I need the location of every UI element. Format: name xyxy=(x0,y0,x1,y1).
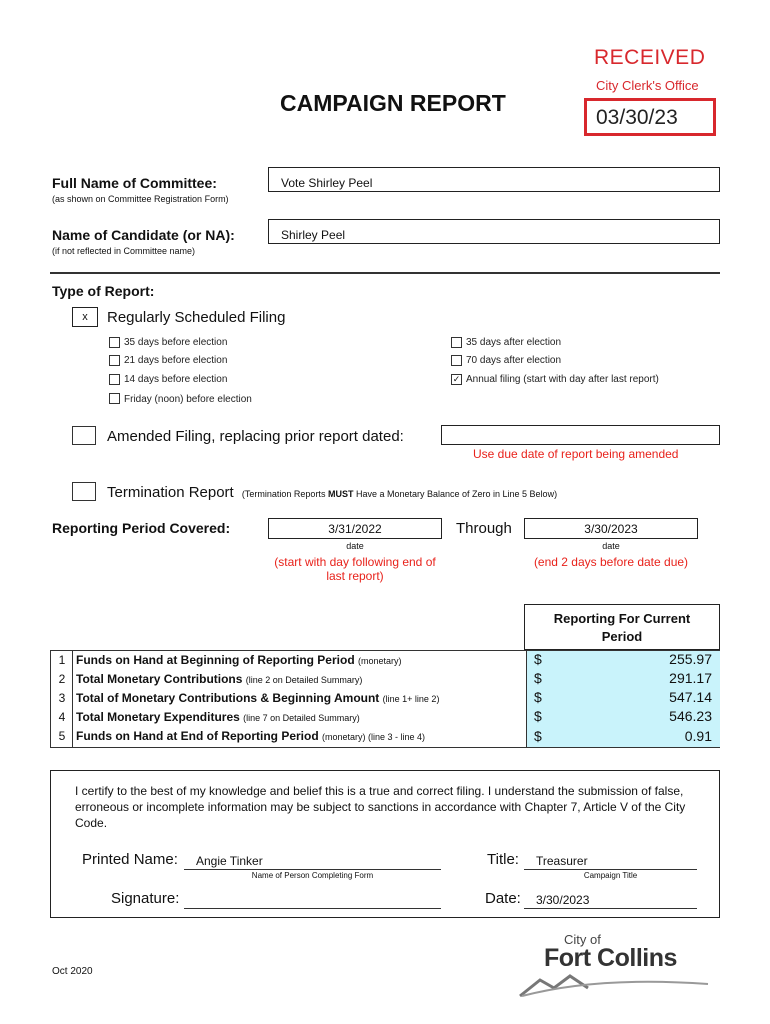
amount-row-3[interactable] xyxy=(526,688,718,707)
option-35-before-checkbox[interactable] xyxy=(109,337,120,348)
committee-name-field[interactable] xyxy=(268,167,720,192)
summary-row-4 xyxy=(50,708,524,727)
row-label xyxy=(76,708,360,728)
row-number: 1 xyxy=(58,653,66,667)
period-start-hint: (start with day following end of last report) xyxy=(274,555,436,583)
row-note: (line 7 on Detailed Summary) xyxy=(243,713,360,723)
summary-column-header-text: Reporting For Current Period xyxy=(553,611,691,644)
currency-symbol: $ xyxy=(534,708,542,724)
currency-symbol: $ xyxy=(534,728,542,744)
regular-filing-label: Regularly Scheduled Filing xyxy=(107,309,286,326)
amount-row-5[interactable] xyxy=(526,727,718,746)
printed-name-field[interactable] xyxy=(184,852,441,870)
stamp-office-text: City Clerk's Office xyxy=(596,78,699,93)
period-start-caption: date xyxy=(346,541,364,551)
title-label: Title: xyxy=(487,851,519,868)
currency-symbol: $ xyxy=(534,651,542,667)
title-caption: Campaign Title xyxy=(583,871,638,880)
period-end-caption: date xyxy=(602,541,620,551)
signature-label: Signature: xyxy=(111,890,180,907)
termination-title: Termination Report xyxy=(107,484,234,501)
period-start-value: 3/31/2022 xyxy=(328,522,382,536)
row-note: (line 1+ line 2) xyxy=(382,694,440,704)
row-number: 5 xyxy=(58,729,66,743)
amount-value: 291.17 xyxy=(669,670,712,686)
period-end-hint: (end 2 days before date due) xyxy=(533,555,689,569)
termination-note-bold: MUST xyxy=(327,489,354,499)
row-label-text: Total of Monetary Contributions & Beginning Amount xyxy=(76,691,380,705)
period-end-field[interactable] xyxy=(524,518,698,539)
amount-row-1[interactable] xyxy=(526,650,718,669)
section-divider xyxy=(50,272,720,274)
row-note: (line 2 on Detailed Summary) xyxy=(245,675,363,685)
amended-hint: Use due date of report being amended xyxy=(473,447,679,461)
fort-collins-logo xyxy=(518,930,718,1000)
summary-row-1 xyxy=(50,651,524,670)
amount-value: 0.91 xyxy=(684,728,712,744)
termination-note-suffix: Have a Monetary Balance of Zero in Line 5 Below) xyxy=(353,489,558,499)
period-start-field[interactable] xyxy=(268,518,442,539)
summary-row-3 xyxy=(50,689,524,708)
row-label xyxy=(76,727,425,747)
committee-name-value: Vote Shirley Peel xyxy=(281,176,373,190)
received-stamp xyxy=(578,42,728,142)
amended-filing-checkbox[interactable] xyxy=(72,426,96,445)
title-field[interactable] xyxy=(524,852,697,870)
row-label xyxy=(76,670,362,690)
date-value: 3/30/2023 xyxy=(536,893,590,907)
regular-filing-checkbox[interactable] xyxy=(72,307,98,327)
date-field[interactable] xyxy=(524,891,697,909)
stamp-received-text: RECEIVED xyxy=(594,46,706,69)
title-value: Treasurer xyxy=(536,854,588,868)
annual-check-mark: ✓ xyxy=(452,374,461,384)
option-friday-checkbox[interactable] xyxy=(109,393,120,404)
committee-note: (as shown on Committee Registration Form) xyxy=(52,194,229,204)
amount-value: 255.97 xyxy=(669,651,712,667)
stamp-date: 03/30/23 xyxy=(596,106,678,129)
termination-note-prefix: (Termination Reports xyxy=(241,489,328,499)
printed-name-caption: Name of Person Completing Form xyxy=(251,871,374,880)
option-friday-label: Friday (noon) before election xyxy=(124,394,252,405)
candidate-label: Name of Candidate (or NA): xyxy=(52,227,235,243)
termination-note xyxy=(242,489,557,499)
candidate-note: (if not reflected in Committee name) xyxy=(52,246,196,256)
row-label xyxy=(76,651,402,671)
period-through-label: Through xyxy=(456,520,512,537)
row-label-text: Funds on Hand at End of Reporting Period xyxy=(76,729,319,743)
amended-date-field[interactable] xyxy=(441,425,720,445)
certification-text: I certify to the best of my knowledge and belief this is a true and correct filing. I understand the submission of false, erroneous or incomplete information may be subject to sanctions in accordance with Chapter 7, Article V of the City Code. xyxy=(75,784,686,830)
row-number: 2 xyxy=(58,672,66,686)
type-of-report-label: Type of Report: xyxy=(52,283,155,299)
summary-row-5 xyxy=(50,727,524,746)
candidate-name-field[interactable] xyxy=(268,219,720,244)
option-14-before-label: 14 days before election xyxy=(124,374,228,385)
option-14-before-checkbox[interactable] xyxy=(109,374,120,385)
date-label: Date: xyxy=(485,890,521,907)
option-70-after-checkbox[interactable] xyxy=(451,355,462,366)
option-21-before-checkbox[interactable] xyxy=(109,355,120,366)
option-21-before-label: 21 days before election xyxy=(124,355,228,366)
printed-name-value: Angie Tinker xyxy=(196,854,263,868)
logo-city-of: City of xyxy=(564,932,601,947)
summary-row-2 xyxy=(50,670,524,689)
logo-fort-collins: Fort Collins xyxy=(544,944,677,972)
committee-label: Full Name of Committee: xyxy=(52,175,217,191)
candidate-name-value: Shirley Peel xyxy=(281,228,346,242)
regular-filing-mark: x xyxy=(82,311,88,323)
amount-value: 547.14 xyxy=(669,689,712,705)
option-annual-checkbox[interactable] xyxy=(451,374,462,385)
reporting-period-label: Reporting Period Covered: xyxy=(52,520,231,536)
termination-label xyxy=(107,484,557,501)
printed-name-label: Printed Name: xyxy=(82,851,178,868)
row-label-text: Total Monetary Expenditures xyxy=(76,710,240,724)
amended-filing-label: Amended Filing, replacing prior report dated: xyxy=(107,428,404,445)
signature-field[interactable] xyxy=(184,891,441,909)
form-version: Oct 2020 xyxy=(52,966,93,977)
amount-row-2[interactable] xyxy=(526,669,718,688)
row-note: (monetary) (line 3 - line 4) xyxy=(322,732,426,742)
option-annual-label: Annual filing (start with day after last report) xyxy=(466,374,659,385)
currency-symbol: $ xyxy=(534,689,542,705)
row-label-text: Total Monetary Contributions xyxy=(76,672,243,686)
option-35-after-checkbox[interactable] xyxy=(451,337,462,348)
row-number: 3 xyxy=(58,691,66,705)
row-note: (monetary) xyxy=(358,656,402,666)
termination-checkbox[interactable] xyxy=(72,482,96,501)
summary-column-header xyxy=(524,604,720,650)
amount-value: 546.23 xyxy=(669,708,712,724)
option-35-after-label: 35 days after election xyxy=(466,337,562,348)
row-number: 4 xyxy=(58,710,66,724)
option-70-after-label: 70 days after election xyxy=(466,355,562,366)
amount-row-4[interactable] xyxy=(526,707,718,726)
page-title: CAMPAIGN REPORT xyxy=(280,90,506,116)
option-35-before-label: 35 days before election xyxy=(124,337,228,348)
row-label xyxy=(76,689,439,709)
period-end-value: 3/30/2023 xyxy=(584,522,638,536)
row-label-text: Funds on Hand at Beginning of Reporting Period xyxy=(76,653,355,667)
logo-mountains-icon xyxy=(518,966,718,998)
currency-symbol: $ xyxy=(534,670,542,686)
